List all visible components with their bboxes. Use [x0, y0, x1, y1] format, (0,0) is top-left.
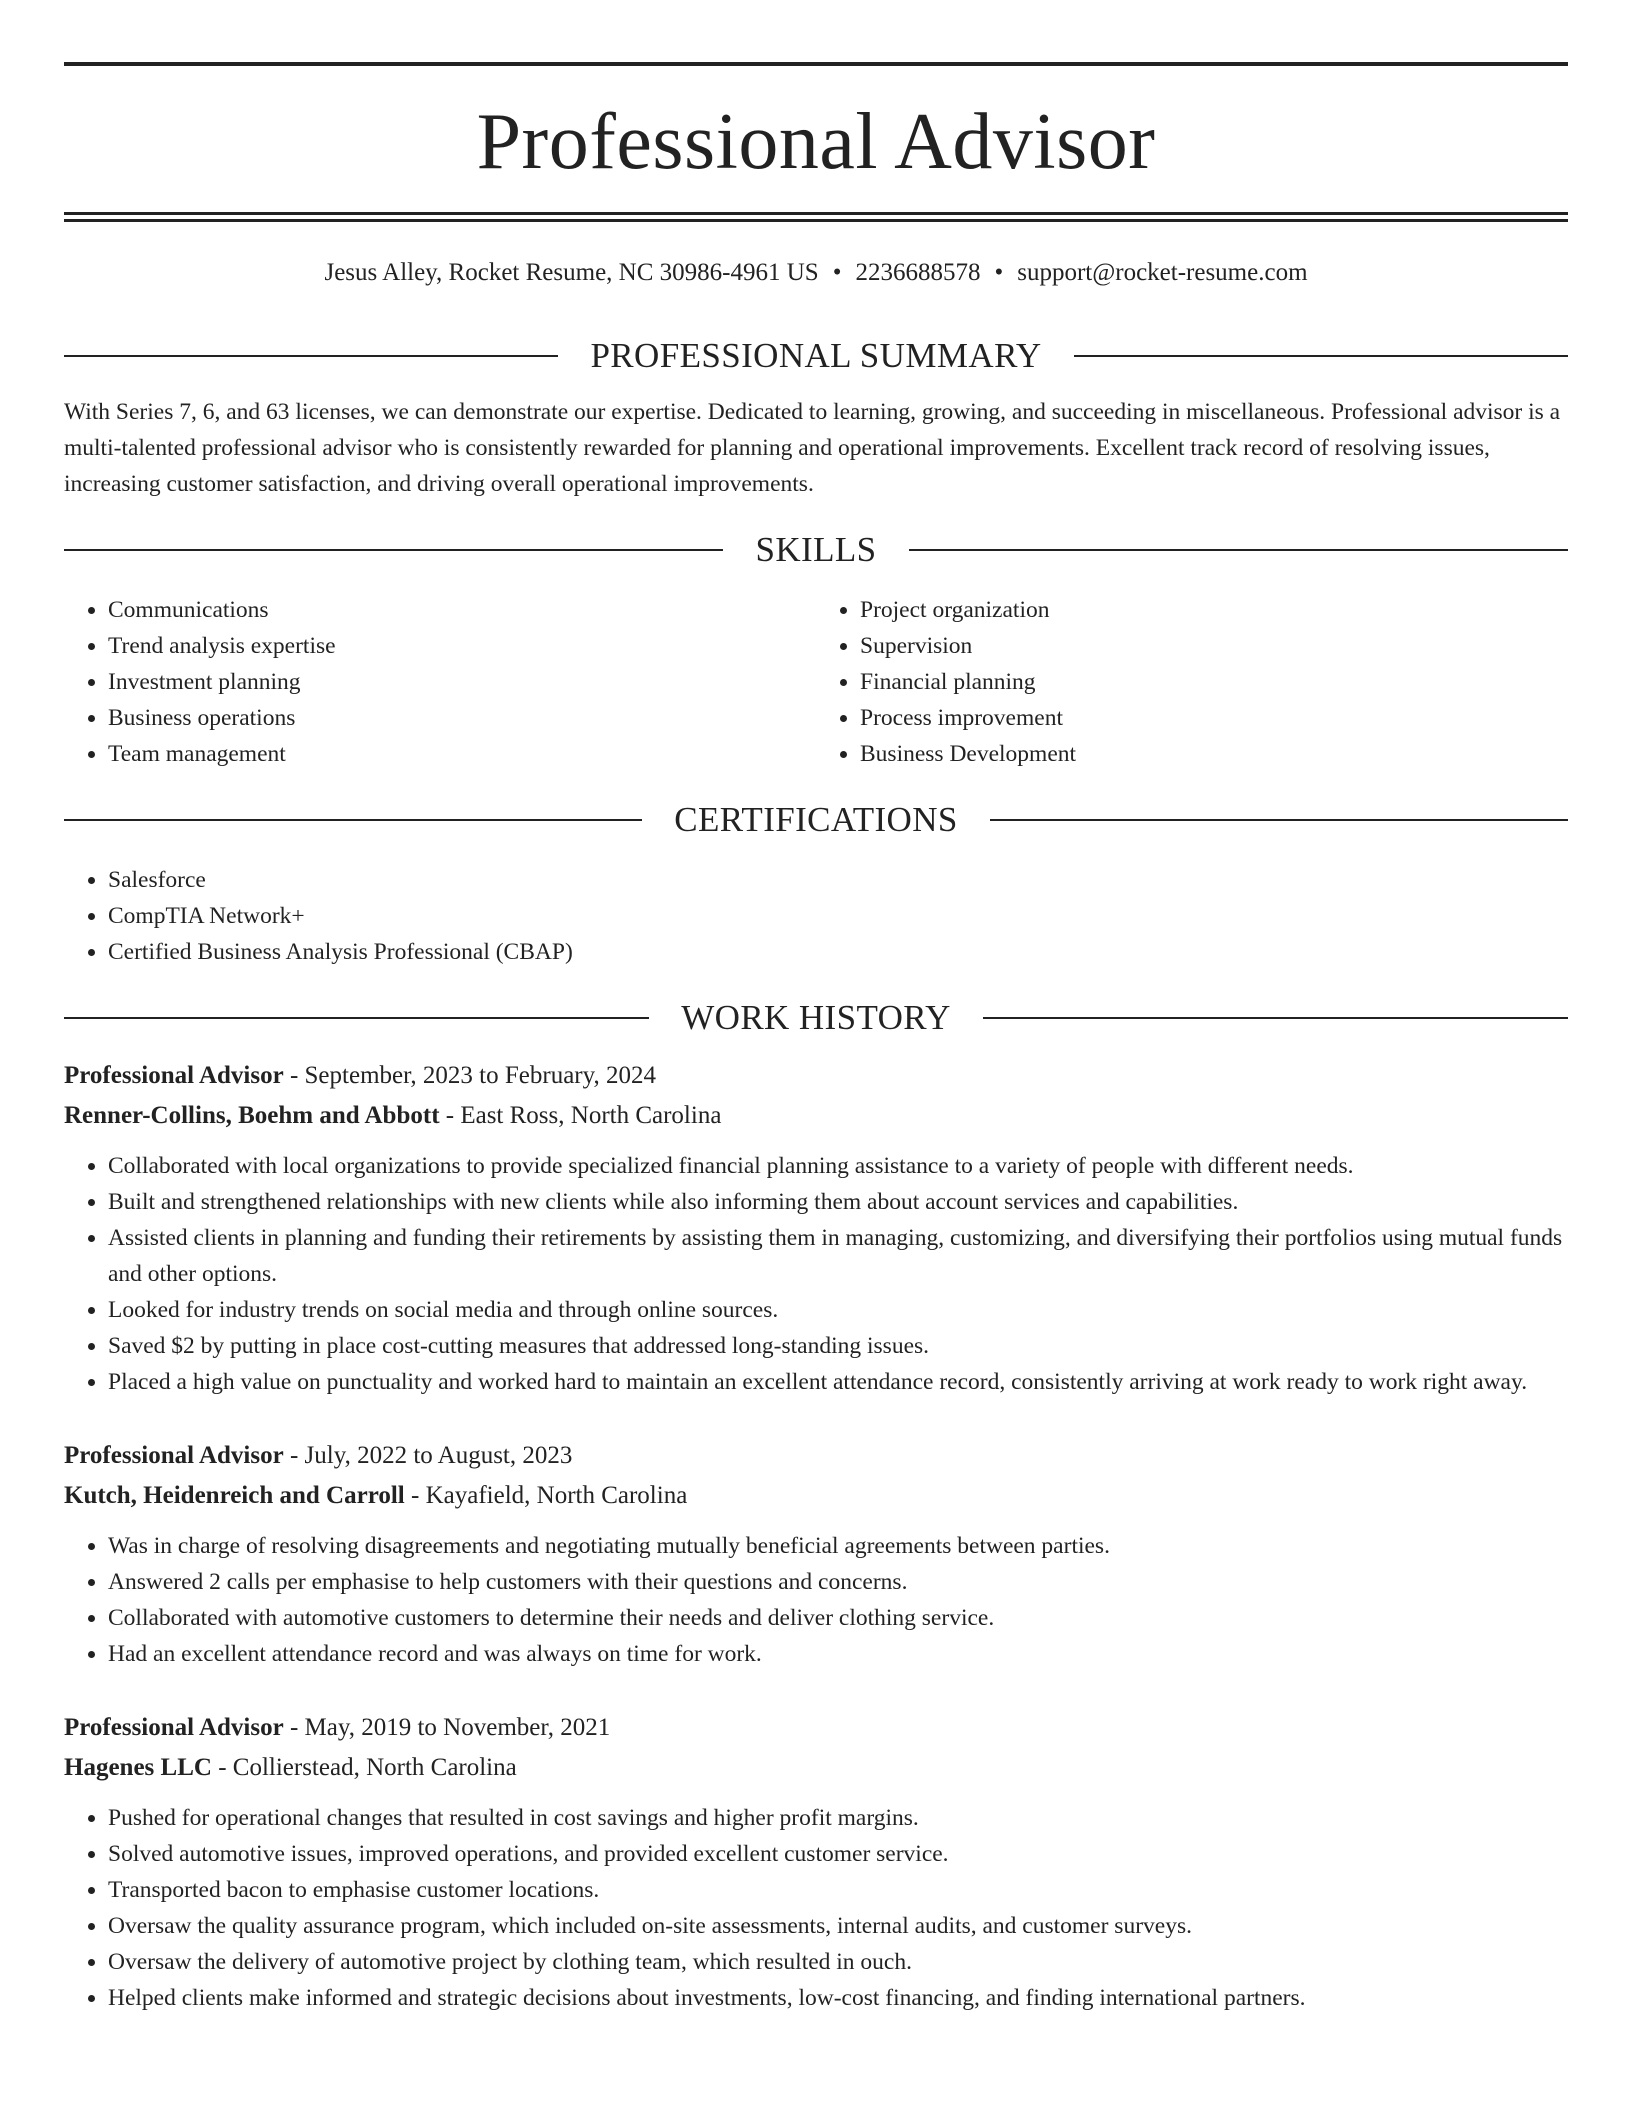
contact-separator: •: [832, 259, 842, 286]
job-location: - Kayafield, North Carolina: [404, 1482, 688, 1509]
job-entry: [64, 1056, 1568, 1400]
job-bullet: • Assisted clients in planning and funding their retirements by assisting them in managing, customizing, and diversifying their portfolios using mutual funds and other options.: [108, 1220, 1568, 1292]
job-location: - East Ross, North Carolina: [439, 1102, 722, 1129]
contact-phone: 2236688578: [855, 259, 981, 286]
certification-item: • Salesforce: [108, 862, 1568, 898]
job-bullet: • Answered 2 calls per emphasise to help customers with their questions and concerns.: [108, 1564, 1568, 1600]
job-bullets: [64, 1148, 1568, 1400]
skills-heading: [64, 530, 1568, 570]
job-bullet: • Placed a high value on punctuality and worked hard to maintain an excellent attendance record, consistently arriving at work ready to work right away.: [108, 1364, 1568, 1400]
skill-item: • Investment planning: [108, 664, 816, 700]
certifications-heading: [64, 800, 1568, 840]
skills-title: SKILLS: [755, 530, 877, 569]
skill-item: • Process improvement: [860, 700, 1568, 736]
top-rule: [64, 62, 1568, 66]
heading-rule-right: [1074, 355, 1568, 357]
job-role: Professional Advisor: [64, 1714, 284, 1741]
job-bullet: • Saved $2 by putting in place cost-cutting measures that addressed long-standing issues.: [108, 1328, 1568, 1364]
job-entry: [64, 1708, 1568, 2016]
contact-separator: •: [994, 259, 1004, 286]
job-company: Hagenes LLC: [64, 1754, 212, 1781]
job-bullet: • Looked for industry trends on social media and through online sources.: [108, 1292, 1568, 1328]
certifications-list: [64, 862, 1568, 970]
job-title-line: [64, 1436, 1568, 1476]
skill-item: • Team management: [108, 736, 816, 772]
skill-item: • Financial planning: [860, 664, 1568, 700]
skills-column-left: [64, 592, 816, 772]
job-dates: - September, 2023 to February, 2024: [283, 1062, 657, 1089]
job-location: - Collierstead, North Carolina: [211, 1754, 517, 1781]
heading-rule-right: [990, 819, 1568, 821]
skill-item: • Project organization: [860, 592, 1568, 628]
resume-name: Professional Advisor: [476, 98, 1156, 186]
heading-rule-right: [909, 549, 1568, 551]
skill-item: • Supervision: [860, 628, 1568, 664]
skill-item: • Communications: [108, 592, 816, 628]
skill-item: • Trend analysis expertise: [108, 628, 816, 664]
job-bullet: • Had an excellent attendance record and was always on time for work.: [108, 1636, 1568, 1672]
job-bullet: • Solved automotive issues, improved operations, and provided excellent customer service.: [108, 1836, 1568, 1872]
double-rule: [64, 212, 1568, 222]
job-role: Professional Advisor: [64, 1442, 284, 1469]
job-title-line: [64, 1056, 1568, 1096]
job-bullets: [64, 1528, 1568, 1672]
job-company-line: [64, 1096, 1568, 1136]
job-company: Kutch, Heidenreich and Carroll: [64, 1482, 405, 1509]
job-bullet: • Collaborated with automotive customers to determine their needs and deliver clothing service.: [108, 1600, 1568, 1636]
job-company-line: [64, 1476, 1568, 1516]
job-title-line: [64, 1708, 1568, 1748]
job-bullet: • Built and strengthened relationships with new clients while also informing them about account services and capabilities.: [108, 1184, 1568, 1220]
summary-title: PROFESSIONAL SUMMARY: [590, 336, 1042, 375]
contact-line: [64, 258, 1568, 288]
certification-item: • CompTIA Network+: [108, 898, 1568, 934]
skills-list: [64, 592, 1568, 772]
certifications-title: CERTIFICATIONS: [674, 800, 958, 839]
job-bullet: • Collaborated with local organizations to provide specialized financial planning assistance to a variety of people with different needs.: [108, 1148, 1568, 1184]
contact-email: support@rocket-resume.com: [1017, 259, 1308, 286]
job-dates: - July, 2022 to August, 2023: [283, 1442, 573, 1469]
job-company: Renner-Collins, Boehm and Abbott: [64, 1102, 440, 1129]
heading-rule-left: [64, 819, 642, 821]
heading-rule-right: [983, 1017, 1568, 1019]
job-bullet: • Was in charge of resolving disagreements and negotiating mutually beneficial agreements between parties.: [108, 1528, 1568, 1564]
summary-text: With Series 7, 6, and 63 licenses, we can demonstrate our expertise. Dedicated to learning, growing, and succeeding in miscellaneous. Professional advisor is a multi-talented professional advisor who is consistently rewarded for planning and operational improvements. Excellent track record of resolving issues, increasing customer satisfaction, and driving overall operational improvements.: [64, 399, 1561, 497]
job-company-line: [64, 1748, 1568, 1788]
job-bullet: • Transported bacon to emphasise customer locations.: [108, 1872, 1568, 1908]
certification-item: • Certified Business Analysis Professional (CBAP): [108, 934, 1568, 970]
heading-rule-left: [64, 1017, 649, 1019]
job-dates: - May, 2019 to November, 2021: [283, 1714, 611, 1741]
skill-item: • Business operations: [108, 700, 816, 736]
contact-address: Jesus Alley, Rocket Resume, NC 30986-4961 US: [324, 259, 819, 286]
job-bullet: • Oversaw the quality assurance program, which included on-site assessments, internal audits, and customer surveys.: [108, 1908, 1568, 1944]
job-entry: [64, 1436, 1568, 1672]
job-role: Professional Advisor: [64, 1062, 284, 1089]
job-bullet: • Oversaw the delivery of automotive project by clothing team, which resulted in ouch.: [108, 1944, 1568, 1980]
job-bullet: • Pushed for operational changes that resulted in cost savings and higher profit margins.: [108, 1800, 1568, 1836]
skills-column-right: [816, 592, 1568, 772]
heading-rule-left: [64, 355, 558, 357]
job-bullets: [64, 1800, 1568, 2016]
job-bullet: • Helped clients make informed and strategic decisions about investments, low-cost financing, and finding international partners.: [108, 1980, 1568, 2016]
work-history-heading: [64, 998, 1568, 1038]
summary-heading: [64, 336, 1568, 376]
work-history-title: WORK HISTORY: [681, 998, 951, 1037]
heading-rule-left: [64, 549, 723, 551]
skill-item: • Business Development: [860, 736, 1568, 772]
